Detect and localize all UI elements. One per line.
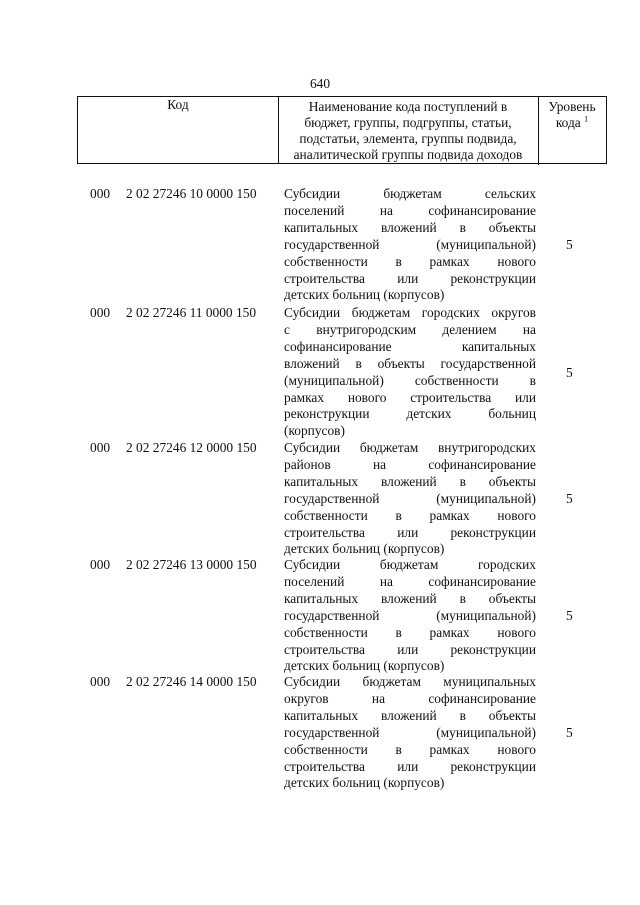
- description-line: строительства или реконструкции: [284, 758, 536, 774]
- description-line: детских больниц (корпусов): [284, 775, 445, 791]
- table-header: [77, 96, 607, 164]
- admin-code: 000: [90, 305, 111, 320]
- header-level-line: Уровень: [548, 99, 596, 114]
- header-code: Код: [78, 97, 279, 163]
- description-line: рамках нового строительства или: [284, 389, 536, 405]
- description-line: Субсидии бюджетам муниципальных: [284, 674, 536, 689]
- budget-code: 2 02 27246 10 0000 150: [126, 186, 257, 201]
- description-line: (корпусов): [284, 423, 345, 439]
- description-line: государственной (муниципальной): [284, 490, 536, 506]
- description-line: районов на софинансирование: [284, 456, 536, 472]
- description-line: вложений в объекты государственной: [284, 355, 536, 371]
- level-value: 5: [566, 491, 573, 506]
- description-line: детских больниц (корпусов): [284, 287, 445, 303]
- description-line: округов на софинансирование: [284, 690, 536, 706]
- header-level: [538, 97, 606, 165]
- budget-code: 2 02 27246 14 0000 150: [126, 674, 257, 689]
- description-line: (муниципальной) собственности в: [284, 372, 536, 388]
- description-line: капитальных вложений в объекты: [284, 219, 536, 235]
- description-line: поселений на софинансирование: [284, 202, 536, 218]
- description-line: строительства или реконструкции: [284, 641, 536, 657]
- description-line: строительства или реконструкции: [284, 270, 536, 286]
- description-line: поселений на софинансирование: [284, 573, 536, 589]
- description-line: государственной (муниципальной): [284, 236, 536, 252]
- level-value: 5: [566, 608, 573, 623]
- admin-code: 000: [90, 186, 111, 201]
- description: [284, 186, 536, 304]
- header-name-line: Наименование кода поступлений в: [308, 99, 508, 114]
- description-line: реконструкции детских больниц: [284, 406, 536, 422]
- description-line: с внутригородским делением на: [284, 321, 536, 337]
- description-line: капитальных вложений в объекты: [284, 473, 536, 489]
- level-value: 5: [566, 365, 573, 380]
- header-level-line: [538, 115, 606, 131]
- admin-code: 000: [90, 440, 111, 455]
- description: [284, 305, 536, 440]
- description-line: собственности в рамках нового: [284, 624, 536, 640]
- description-line: детских больниц (корпусов): [284, 658, 445, 674]
- description-line: строительства или реконструкции: [284, 524, 536, 540]
- header-name-line: бюджет, группы, подгруппы, статьи,: [304, 115, 512, 130]
- description-line: собственности в рамках нового: [284, 507, 536, 523]
- description: [284, 440, 536, 558]
- description-line: Субсидии бюджетам сельских: [284, 186, 536, 201]
- header-name-line: аналитической группы подвида доходов: [293, 147, 523, 162]
- description-line: государственной (муниципальной): [284, 724, 536, 740]
- description-line: капитальных вложений в объекты: [284, 707, 536, 723]
- description-line: государственной (муниципальной): [284, 607, 536, 623]
- page-number: 640: [309, 76, 331, 91]
- budget-code: 2 02 27246 12 0000 150: [126, 440, 257, 455]
- description-line: собственности в рамках нового: [284, 741, 536, 757]
- level-value: 5: [566, 725, 573, 740]
- budget-code: 2 02 27246 11 0000 150: [126, 305, 257, 320]
- header-name-line: подстатьи, элемента, группы подвида,: [299, 131, 517, 146]
- header-level-word: кода: [555, 115, 581, 130]
- description-line: детских больниц (корпусов): [284, 541, 445, 557]
- header-name: [278, 97, 539, 165]
- admin-code: 000: [90, 557, 111, 572]
- description: [284, 674, 536, 792]
- description-line: софинансирование капитальных: [284, 338, 536, 354]
- description-line: Субсидии бюджетам внутригородских: [284, 440, 536, 455]
- description-line: капитальных вложений в объекты: [284, 590, 536, 606]
- level-value: 5: [566, 237, 573, 252]
- footnote-mark: 1: [584, 114, 589, 124]
- description-line: Субсидии бюджетам городских округов: [284, 305, 536, 320]
- description: [284, 557, 536, 675]
- admin-code: 000: [90, 674, 111, 689]
- budget-code: 2 02 27246 13 0000 150: [126, 557, 257, 572]
- description-line: собственности в рамках нового: [284, 253, 536, 269]
- description-line: Субсидии бюджетам городских: [284, 557, 536, 572]
